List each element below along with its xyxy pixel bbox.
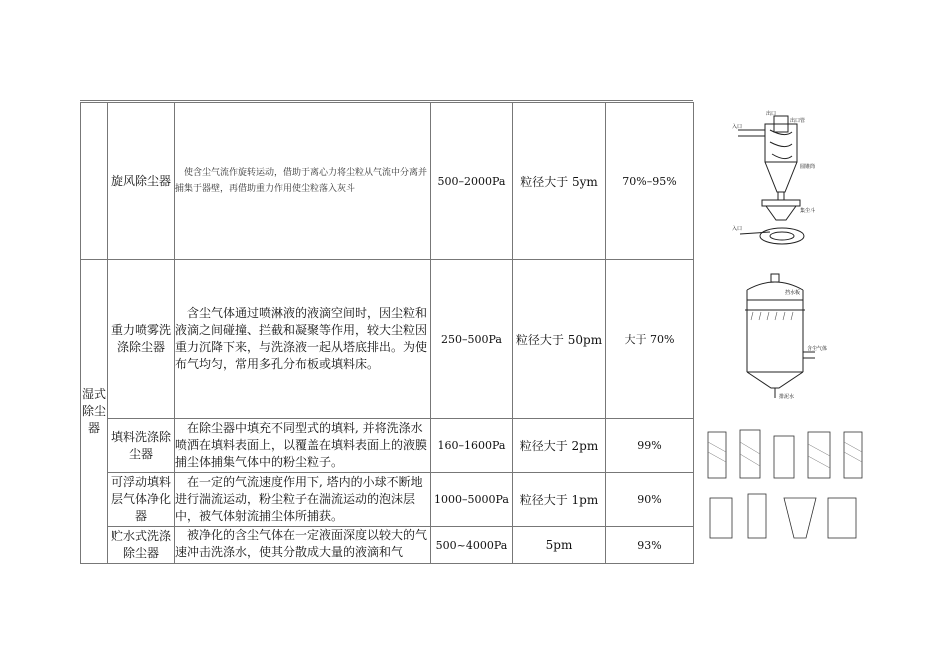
particle-size: 粒径大于 1pm: [513, 473, 606, 527]
category-wet: 湿式除尘器: [81, 260, 108, 564]
spray-tower-svg: [735, 272, 835, 400]
label-cone: 圆锥筒: [800, 164, 816, 170]
pressure-drop: 500~4000Pa: [431, 527, 513, 564]
label-outlet-pipe: 出口管: [790, 118, 806, 124]
device-description: 在除尘器中填充不同型式的填料, 并将洗涤水喷洒在填料表面上，以覆盖在填料表面上的液膜捕尘体捕集气体中的粉尘粒子。: [175, 419, 431, 473]
table-row: [81, 473, 694, 527]
spray-tower-diagram: [735, 272, 835, 400]
table-row: [81, 419, 694, 473]
device-name: 可浮动填料层气体净化器: [108, 473, 175, 527]
device-name: 重力喷雾洗涤除尘器: [108, 260, 175, 419]
table-row: [81, 527, 694, 564]
label-baffle: 挡水板: [785, 290, 801, 296]
efficiency: 大于 70%: [606, 260, 694, 419]
category-cell-empty: [81, 103, 108, 260]
table-top-border: [80, 100, 693, 101]
particle-size: 粒径大于 50pm: [513, 260, 606, 419]
device-description-text: 被净化的含尘气体在一定液面深度以较大的气速冲击洗涤水，使其分散成大量的液滴和气: [175, 528, 428, 559]
device-name: 旋风除尘器: [108, 103, 175, 260]
efficiency: 93%: [606, 527, 694, 564]
device-name: 贮水式洗涤除尘器: [108, 527, 175, 564]
pressure-drop: 160–1600Pa: [431, 419, 513, 473]
dust-collector-table: [80, 102, 693, 563]
device-name: 填料洗涤除尘器: [108, 419, 175, 473]
device-description: 使含尘气流作旋转运动，借助于离心力将尘粒从气流中分离并捕集于器壁，再借助重力作用使尘粒落入灰斗: [175, 103, 431, 260]
scrubber-variants-svg: [700, 422, 870, 552]
label-drain: 排泥水: [779, 394, 795, 400]
pressure-drop: 250–500Pa: [431, 260, 513, 419]
device-description: 在一定的气流速度作用下, 塔内的小球不断地进行湍流运动，粉尘粒子在湍流运动的泡沫层中，被气体射流捕尘体所捕获。: [175, 473, 431, 527]
particle-size: 粒径大于 5ym: [513, 103, 606, 260]
label-outlet: 出口: [766, 111, 777, 117]
cyclone-svg: [730, 108, 840, 248]
scrubber-variants-diagram: [700, 422, 870, 552]
particle-size: 5pm: [513, 527, 606, 564]
efficiency: 70%–95%: [606, 103, 694, 260]
label-inlet-2: 入口: [732, 226, 743, 232]
device-description: [175, 527, 431, 564]
efficiency: 99%: [606, 419, 694, 473]
efficiency: 90%: [606, 473, 694, 527]
label-hopper: 集尘斗: [800, 208, 816, 214]
label-inlet: 入口: [732, 124, 743, 130]
particle-size: 粒径大于 2pm: [513, 419, 606, 473]
device-description: 含尘气体通过喷淋液的液滴空间时，因尘粒和液滴之间碰撞、拦截和凝聚等作用，较大尘粒因重力沉降下来，与洗涤液一起从塔底排出。为使布气均匀，常用多孔分布板或填料床。: [175, 260, 431, 419]
pressure-drop: 500–2000Pa: [431, 103, 513, 260]
label-dusty-gas: 含尘气体: [807, 346, 828, 352]
pressure-drop: 1000–5000Pa: [431, 473, 513, 527]
table-row: [81, 260, 694, 419]
table-row: [81, 103, 694, 260]
cyclone-diagram: [730, 108, 840, 248]
